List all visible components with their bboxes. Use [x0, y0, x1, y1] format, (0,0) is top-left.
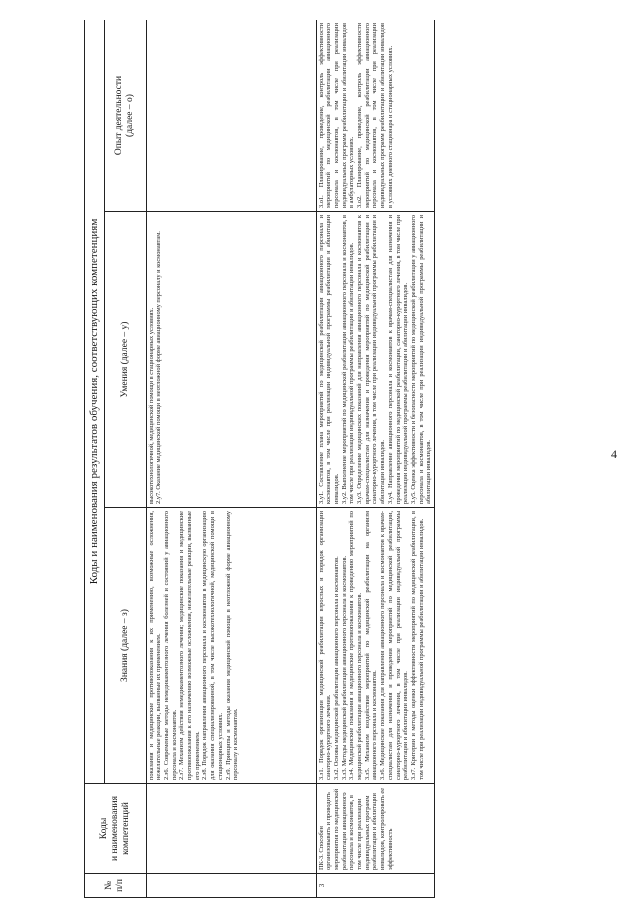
competencies-table — [84, 20, 435, 898]
rotated-table-content — [84, 20, 607, 898]
header-knowledge: Знания (далее – з) — [104, 508, 146, 784]
row1-num — [146, 874, 316, 898]
row1-experience — [146, 20, 316, 212]
row1-knowledge: показания и медицинские противопоказания к их применению, возможные осложнения, нежелательные реакции, вызванные их применением. 2.з6. Современные методы немедикаментозного лечения болезней и состояний у авиационного персонала и космонавтов. 2.з7. Механизм действия немедикаментозного лечения; медицинские показания и медицинские противопоказания к его назначению возможные осложнения, нежелательные реакции, вызванные его применением. 2.з8. Порядок направления авиационного персонала и космонавтов в медицинскую организацию для оказания специализированной, в том числе высокотехнологичной, медицинской помощи в стационарных условиях. 2.з9. Принципы и методы оказания медицинской помощи в неотложной форме авиационному персоналу и космонавтам. — [146, 508, 316, 784]
row2-code: ПК-3. Способен организовывать и проводить мероприятия по медицинской реабилитации авиационного персонала и космонавтов, в том числе при реализации индивидуальных программ реабилитации и абилитации инвалидов, контролировать ее эффективность — [316, 784, 434, 874]
header-codes: Коды и наименования компетенций — [85, 784, 147, 874]
row2-skills: 3.у1. Составление плана мероприятий по медицинской реабилитации авиационного персонала и космонавтов, в том числе при реализации индивидуальной программы реабилитации и абилитации инвалидов. 3.у2. Выполнение мероприятий по медицинской реабилитации авиационного персонала и космонавтов, в том числе при реализации индивидуальной программы реабилитации и абилитации инвалидов. 3.у3. Определение медицинских показаний для направления авиационного персонала и космонавтов к врачам-специалистам для назначения и проведения мероприятий по медицинской реабилитации и санаторно-курортного лечения, в том числе при реализации индивидуальной программы реабилитации и абилитации инвалидов. 3.у4. Направление авиационного персонала и космонавтов к врачам-специалистам для назначения и проведения мероприятий по медицинской реабилитации, санаторно-курортного лечения, в том числе при реализации индивидуальной программы реабилитации и абилитации инвалидов. 3.у5. Оценка эффективности и безопасности мероприятий по медицинской реабилитации у авиационного персонала и космонавтов, в том числе при реализации индивидуальной программы реабилитации и абилитации инвалидов. — [316, 212, 434, 508]
table-row-continued — [146, 20, 316, 898]
row1-skills: высокотехнологичной, медицинской помощи в стационарных условиях. 2.у7. Оказание медицинской помощи в неотложной форме авиационному персоналу и космонавтам. — [146, 212, 316, 508]
row2-num: 3 — [316, 874, 434, 898]
table-row-pk3 — [316, 20, 434, 898]
header-num: № п/п — [85, 874, 147, 898]
row2-knowledge: 3.з1. Порядок организации медицинской реабилитации взрослых и порядок организации санаторно-курортного лечения. 3.з2. Основы медицинской реабилитации авиационного персонала и космонавтов. 3.з3. Методы медицинской реабилитации авиационного персонала и космонавтов. 3.з4. Медицинские показания и медицинские противопоказания к проведению мероприятий по медицинской реабилитации авиационного персонала и космонавтов. 3.з5. Механизм воздействия мероприятий по медицинской реабилитации на организм авиационного персонала и космонавтов. 3.з6. Медицинские показания для направления авиационного персонала и космонавтов к врачам-специалистам для назначения и проведения мероприятий по медицинской реабилитации, санаторно-курортного лечения, в том числе при реализации индивидуальной программы реабилитации и абилитации инвалидов. 3.з7. Критерии и методы оценки эффективности мероприятий по медицинской реабилитации, в том числе при реализации индивидуальной программы реабилитации и абилитации инвалидов. — [316, 508, 434, 784]
rotated-table-wrapper — [84, 20, 607, 898]
header-experience: Опыт деятельности (далее – о) — [104, 20, 146, 212]
row2-experience: 3.о1. Планирование, проведение, контроль эффективности мероприятий по медицинской реабилитации авиационного персонала и космонавтов, в том числе при реализации индивидуальных программ реабилитации и абилитации инвалидов в амбулаторных условиях. 3.о2. Планирование, проведение, контроль эффективности мероприятий по медицинской реабилитации авиационного персонала и космонавтов, в том числе при реализации индивидуальных программ реабилитации и абилитации инвалидов в условиях дневного стационара и стационарных условиях. — [316, 20, 434, 212]
header-row-main — [85, 20, 105, 898]
header-results: Коды и наименования результатов обучения, соответствующих компетенциям — [85, 20, 105, 784]
header-skills: Умения (далее – у) — [104, 212, 146, 508]
row1-code — [146, 784, 316, 874]
header-row-sub — [104, 20, 146, 898]
page-number: 4 — [611, 447, 617, 461]
